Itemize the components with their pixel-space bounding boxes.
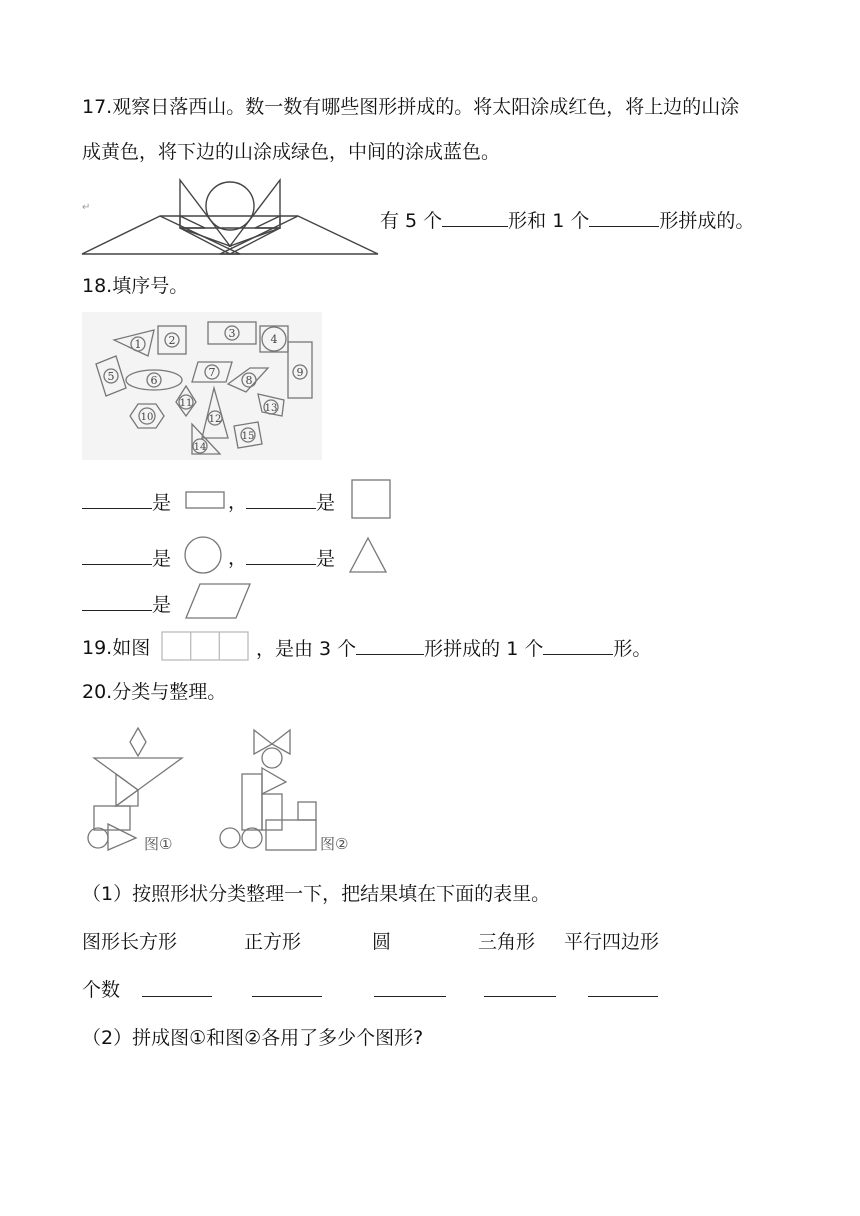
circle-icon: [182, 534, 224, 576]
q20-sub1: （1）按照形状分类整理一下，把结果填在下面的表里。: [82, 883, 551, 905]
q18-blank-triangle[interactable]: [246, 546, 316, 565]
q18-blank-circle[interactable]: [82, 546, 152, 565]
q20-title: 20.分类与整理。: [82, 681, 227, 703]
q19-prefix: 19.如图: [82, 637, 151, 659]
q18-row2: [82, 546, 171, 571]
q17-line1: 17.观察日落西山。数一数有哪些图形拼成的。将太阳涂成红色，将上边的山涂: [82, 96, 740, 118]
q17-fill-a: 有 5 个: [380, 210, 443, 232]
q19-mid: ，是由 3 个: [256, 638, 357, 660]
q18-blank-rectangle[interactable]: [82, 490, 152, 509]
q18-row1: [82, 490, 171, 515]
shape-label-4: 4: [270, 333, 278, 346]
shape-label-10: 10: [140, 412, 154, 423]
table-header-parallelogram: 平行四边形: [564, 931, 660, 953]
sunset-mountains-figure: [80, 178, 380, 258]
q17-fill-line: [380, 208, 754, 233]
count-square-blank[interactable]: [252, 978, 322, 997]
count-rectangle-blank[interactable]: [142, 978, 212, 997]
parallelogram-icon: [182, 580, 254, 622]
q18-comma-2: ，: [228, 547, 248, 569]
q19-mid2: 形拼成的 1 个: [424, 638, 544, 660]
is-text: 是: [152, 594, 172, 616]
table-header-square: 正方形: [244, 931, 302, 953]
numbered-shapes-figure: [82, 312, 322, 460]
shape-label-6: 6: [150, 374, 158, 387]
q20-sub2: （2）拼成图①和图②各用了多少个图形?: [82, 1027, 424, 1049]
svg-text:↵: ↵: [82, 202, 91, 213]
table-header-rectangle: 长方形: [120, 931, 178, 953]
three-squares-figure: [160, 630, 250, 662]
count-triangle-blank[interactable]: [484, 978, 556, 997]
square-icon: [348, 476, 394, 522]
shape-label-7: 7: [208, 366, 216, 379]
shape-label-5: 5: [107, 370, 115, 383]
shape-label-13: 13: [264, 403, 278, 414]
table-row-label: 个数: [82, 979, 121, 1001]
table-header-shape: 图形: [82, 931, 121, 953]
shape-label-14: 14: [193, 442, 207, 453]
shape-label-15: 15: [241, 431, 255, 442]
figure-2-shapes: [218, 724, 328, 854]
table-header-triangle: 三角形: [478, 931, 536, 953]
figure-1-shapes: [86, 724, 196, 854]
q19-blank-1[interactable]: [356, 636, 424, 655]
triangle-icon: [346, 534, 390, 576]
shape-label-1: 1: [134, 338, 142, 351]
q19-blank-2[interactable]: [543, 636, 613, 655]
rectangle-icon: [184, 488, 226, 512]
shape-label-12: 12: [208, 414, 222, 425]
q17-line2: 成黄色，将下边的山涂成绿色，中间的涂成蓝色。: [82, 141, 501, 163]
q18-title: 18.填序号。: [82, 275, 189, 297]
count-parallelogram-blank[interactable]: [588, 978, 658, 997]
is-text: 是: [316, 548, 336, 570]
q17-fill-c: 形拼成的。: [659, 210, 755, 232]
is-text: 是: [152, 492, 172, 514]
q18-row2b: [246, 546, 335, 571]
q17-fill-b: 形和 1 个: [508, 210, 590, 232]
q18-blank-parallelogram[interactable]: [82, 592, 152, 611]
fig2-label: 图②: [320, 835, 349, 853]
fig1-label: 图①: [144, 835, 173, 853]
is-text: 是: [152, 548, 172, 570]
shape-label-3: 3: [228, 327, 236, 340]
q19-fill-line: [256, 636, 651, 661]
q19-end: 形。: [613, 638, 652, 660]
shape-label-2: 2: [168, 334, 176, 347]
shape-label-8: 8: [245, 374, 253, 387]
q18-blank-square[interactable]: [246, 490, 316, 509]
shape-label-9: 9: [296, 366, 304, 379]
q18-comma-1: ，: [228, 491, 248, 513]
q17-blank-2[interactable]: [589, 208, 659, 227]
table-header-circle: 圆: [372, 931, 392, 953]
shape-label-11: 11: [179, 398, 193, 409]
q18-row3: [82, 592, 171, 617]
is-text: 是: [316, 492, 336, 514]
q17-blank-1[interactable]: [442, 208, 508, 227]
count-circle-blank[interactable]: [374, 978, 446, 997]
q18-row1b: [246, 490, 335, 515]
